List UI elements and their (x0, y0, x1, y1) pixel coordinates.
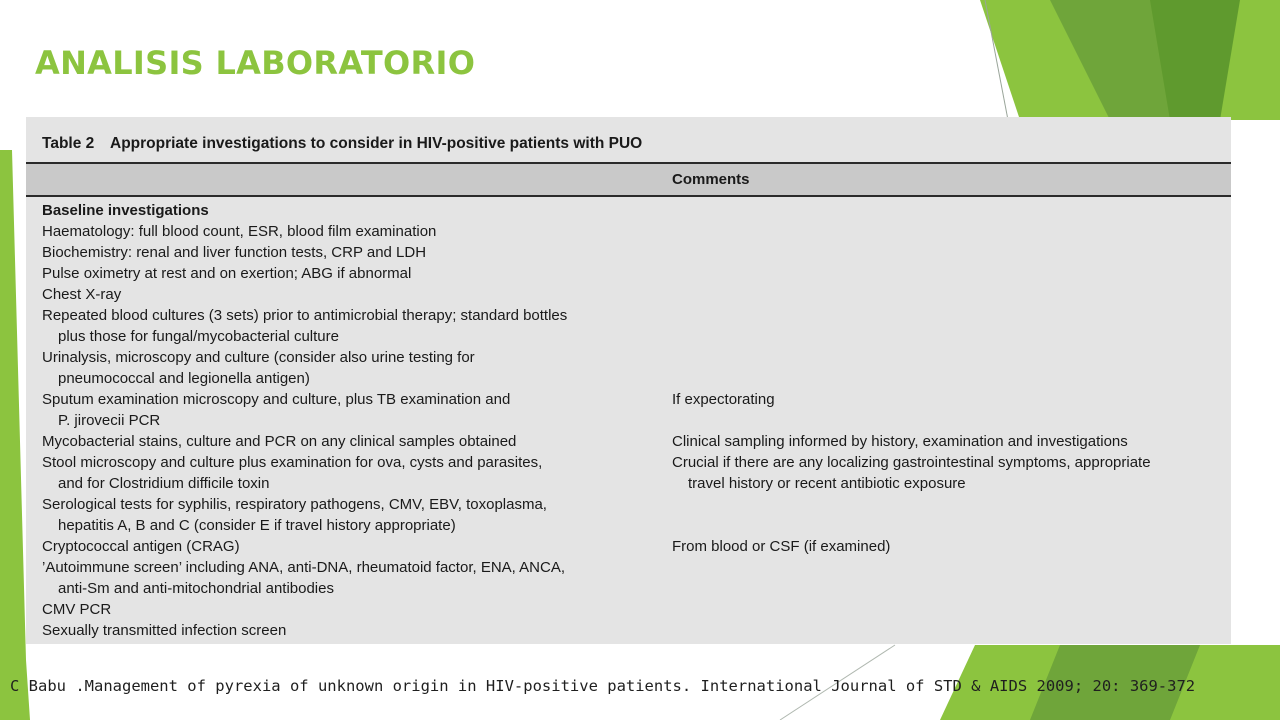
investigation-text: Urinalysis, microscopy and culture (consider also urine testing for (42, 349, 475, 366)
investigation-text: CMV PCR (42, 601, 112, 618)
slide-title: ANALISIS LABORATORIO (35, 44, 476, 82)
comment-text: Crucial if there are any localizing gastrointestinal symptoms, appropriate (672, 454, 1151, 471)
investigation-text: Biochemistry: renal and liver function tests, CRP and LDH (42, 244, 427, 261)
investigations-table (26, 117, 1231, 644)
investigation-text: Sputum examination microscopy and culture, plus TB examination and (42, 391, 511, 408)
investigation-continued-text: P. jirovecii PCR (58, 412, 161, 429)
comment-text: If expectorating (672, 391, 775, 408)
comment-text: Clinical sampling informed by history, examination and investigations (672, 433, 1128, 450)
investigation-continued-text: pneumococcal and legionella antigen) (58, 370, 310, 387)
investigation-text: Repeated blood cultures (3 sets) prior to antimicrobial therapy; standard bottles (42, 307, 568, 324)
investigation-continued-text: hepatitis A, B and C (consider E if travel history appropriate) (58, 517, 456, 534)
table-header-band (26, 164, 1231, 196)
investigation-text: Chest X-ray (42, 286, 122, 303)
comment-continued-text: travel history or recent antibiotic exposure (688, 475, 966, 492)
investigation-text: ’Autoimmune screen’ including ANA, anti-DNA, rheumatoid factor, ENA, ANCA, (42, 559, 566, 576)
comments-column-header: Comments (672, 171, 750, 188)
table-caption (42, 135, 642, 153)
investigation-text: Haematology: full blood count, ESR, blood film examination (42, 223, 437, 240)
comment-text: From blood or CSF (if examined) (672, 538, 891, 555)
investigation-continued-text: anti-Sm and anti-mitochondrial antibodies (58, 580, 334, 597)
investigation-text: Sexually transmitted infection screen (42, 622, 287, 639)
investigation-continued-text: plus those for fungal/mycobacterial culture (58, 328, 339, 345)
investigation-text: Pulse oximetry at rest and on exertion; ABG if abnormal (42, 265, 412, 282)
investigation-text: Cryptococcal antigen (CRAG) (42, 538, 240, 555)
investigation-text: Mycobacterial stains, culture and PCR on any clinical samples obtained (42, 433, 517, 450)
table-header-rule (26, 195, 1231, 197)
investigation-continued-text: and for Clostridium difficile toxin (58, 475, 270, 492)
citation-text: C Babu .Management of pyrexia of unknown origin in HIV-positive patients. International Journal of STD & AIDS 2009; 20: 369-372 (10, 677, 1196, 695)
table-caption-text: Appropriate investigations to consider in HIV-positive patients with PUO (110, 135, 643, 152)
section-heading: Baseline investigations (42, 202, 209, 219)
investigation-text: Stool microscopy and culture plus examination for ova, cysts and parasites, (42, 454, 543, 471)
investigation-text: Serological tests for syphilis, respiratory pathogens, CMV, EBV, toxoplasma, (42, 496, 547, 513)
table-caption-label: Table 2 (42, 135, 95, 152)
